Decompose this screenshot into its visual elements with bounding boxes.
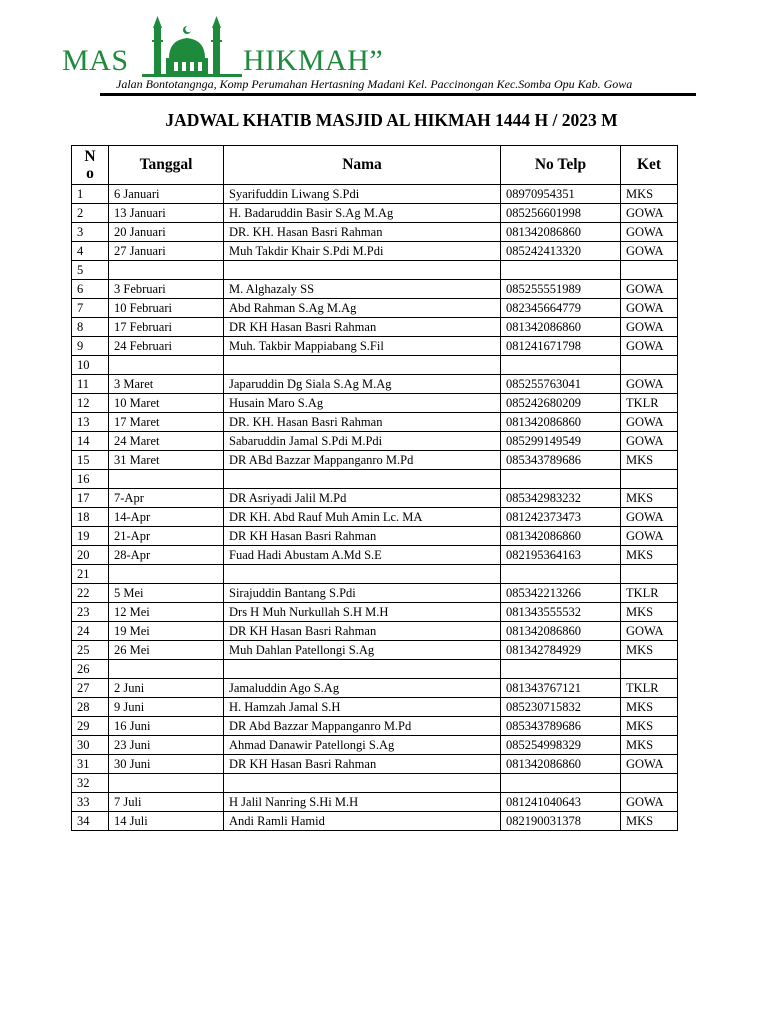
cell-tanggal: 14-Apr [109,508,224,527]
cell-ket: GOWA [621,413,678,432]
cell-tanggal: 14 Juli [109,812,224,831]
table-row [72,204,678,223]
cell-nama: Muh Dahlan Patellongi S.Ag [224,641,501,660]
cell-ket: MKS [621,603,678,622]
cell-nama: Sirajuddin Bantang S.Pdi [224,584,501,603]
cell-ket: MKS [621,717,678,736]
cell-no: 15 [72,451,109,470]
cell-telp [501,774,621,793]
cell-no: 25 [72,641,109,660]
cell-nama: DR. KH. Hasan Basri Rahman [224,223,501,242]
cell-nama: Sabaruddin Jamal S.Pdi M.Pdi [224,432,501,451]
cell-ket [621,660,678,679]
header-no-line2: o [86,165,94,182]
table-header-row [72,146,678,185]
cell-ket: GOWA [621,299,678,318]
cell-no: 17 [72,489,109,508]
cell-telp: 081342086860 [501,527,621,546]
cell-ket: GOWA [621,337,678,356]
cell-telp: 085343789686 [501,451,621,470]
cell-nama: DR KH. Abd Rauf Muh Amin Lc. MA [224,508,501,527]
cell-telp: 082195364163 [501,546,621,565]
cell-tanggal: 7 Juli [109,793,224,812]
cell-ket: MKS [621,185,678,204]
table-row [72,736,678,755]
cell-tanggal: 26 Mei [109,641,224,660]
cell-no: 19 [72,527,109,546]
cell-ket: GOWA [621,508,678,527]
cell-tanggal [109,261,224,280]
schedule-table [71,145,678,831]
cell-nama: Japaruddin Dg Siala S.Ag M.Ag [224,375,501,394]
cell-no: 26 [72,660,109,679]
table-row [72,527,678,546]
cell-telp: 082345664779 [501,299,621,318]
cell-telp: 085256601998 [501,204,621,223]
cell-ket: GOWA [621,755,678,774]
cell-no: 34 [72,812,109,831]
cell-tanggal: 19 Mei [109,622,224,641]
cell-telp: 085343789686 [501,717,621,736]
cell-tanggal: 17 Februari [109,318,224,337]
cell-no: 3 [72,223,109,242]
cell-ket [621,565,678,584]
table-row [72,470,678,489]
cell-no: 22 [72,584,109,603]
cell-ket [621,356,678,375]
cell-nama: Husain Maro S.Ag [224,394,501,413]
cell-tanggal: 24 Maret [109,432,224,451]
cell-telp: 081343767121 [501,679,621,698]
cell-no: 33 [72,793,109,812]
cell-tanggal [109,565,224,584]
table-row [72,337,678,356]
cell-nama: Ahmad Danawir Patellongi S.Ag [224,736,501,755]
table-row [72,603,678,622]
cell-ket: MKS [621,812,678,831]
cell-telp: 081342086860 [501,413,621,432]
header-no [72,146,109,185]
cell-nama: DR KH Hasan Basri Rahman [224,755,501,774]
cell-tanggal: 9 Juni [109,698,224,717]
cell-nama: Muh. Takbir Mappiabang S.Fil [224,337,501,356]
cell-tanggal: 10 Maret [109,394,224,413]
cell-no: 13 [72,413,109,432]
cell-ket: GOWA [621,280,678,299]
cell-telp: 085242680209 [501,394,621,413]
table-row [72,451,678,470]
logo-text-left: MAS [62,44,129,77]
cell-no: 8 [72,318,109,337]
cell-telp [501,356,621,375]
cell-ket: MKS [621,546,678,565]
cell-no: 20 [72,546,109,565]
cell-telp [501,660,621,679]
cell-nama: Andi Ramli Hamid [224,812,501,831]
cell-nama: Abd Rahman S.Ag M.Ag [224,299,501,318]
cell-no: 7 [72,299,109,318]
cell-tanggal: 6 Januari [109,185,224,204]
cell-tanggal [109,660,224,679]
header-no-line1: N [84,148,96,165]
cell-ket: GOWA [621,793,678,812]
cell-tanggal: 23 Juni [109,736,224,755]
cell-nama [224,774,501,793]
cell-tanggal: 3 Februari [109,280,224,299]
cell-nama [224,470,501,489]
cell-ket: MKS [621,489,678,508]
header-nama: Nama [224,146,501,185]
table-row [72,755,678,774]
cell-telp: 081343555532 [501,603,621,622]
cell-no: 4 [72,242,109,261]
table-row [72,812,678,831]
cell-telp: 081342086860 [501,755,621,774]
cell-nama: Fuad Hadi Abustam A.Md S.E [224,546,501,565]
cell-telp: 08970954351 [501,185,621,204]
header-ket: Ket [621,146,678,185]
table-row [72,261,678,280]
cell-no: 29 [72,717,109,736]
cell-telp: 085242413320 [501,242,621,261]
cell-nama [224,261,501,280]
cell-telp: 085342213266 [501,584,621,603]
cell-telp: 085230715832 [501,698,621,717]
table-row [72,185,678,204]
cell-nama: DR KH Hasan Basri Rahman [224,527,501,546]
cell-no: 10 [72,356,109,375]
table-row [72,299,678,318]
cell-no: 30 [72,736,109,755]
cell-ket [621,261,678,280]
address-line: Jalan Bontotangnga, Komp Perumahan Hertasning Madani Kel. Paccinongan Kec.Somba Opu Kab. Gowa [116,77,633,91]
cell-telp [501,470,621,489]
cell-telp: 081342086860 [501,223,621,242]
cell-telp: 081342086860 [501,622,621,641]
cell-tanggal: 27 Januari [109,242,224,261]
cell-ket: GOWA [621,318,678,337]
cell-telp: 081342784929 [501,641,621,660]
cell-telp: 081241040643 [501,793,621,812]
cell-nama: DR KH Hasan Basri Rahman [224,318,501,337]
cell-ket: MKS [621,698,678,717]
cell-nama: Drs H Muh Nurkullah S.H M.H [224,603,501,622]
cell-nama: M. Alghazaly SS [224,280,501,299]
cell-ket: MKS [621,641,678,660]
cell-tanggal: 17 Maret [109,413,224,432]
table-row [72,565,678,584]
cell-tanggal: 21-Apr [109,527,224,546]
cell-no: 23 [72,603,109,622]
cell-no: 24 [72,622,109,641]
cell-no: 11 [72,375,109,394]
cell-tanggal: 24 Februari [109,337,224,356]
cell-tanggal: 20 Januari [109,223,224,242]
cell-tanggal [109,774,224,793]
cell-ket: MKS [621,736,678,755]
cell-nama: H Jalil Nanring S.Hi M.H [224,793,501,812]
table-row [72,280,678,299]
cell-ket: GOWA [621,527,678,546]
cell-tanggal [109,470,224,489]
cell-telp [501,261,621,280]
logo-text-right: HIKMAH” [243,44,384,77]
table-row [72,394,678,413]
table-row [72,622,678,641]
table-row [72,774,678,793]
cell-telp: 081342086860 [501,318,621,337]
cell-nama: DR. KH. Hasan Basri Rahman [224,413,501,432]
cell-nama [224,356,501,375]
cell-tanggal: 2 Juni [109,679,224,698]
cell-telp: 081241671798 [501,337,621,356]
cell-no: 14 [72,432,109,451]
table-row [72,508,678,527]
cell-no: 6 [72,280,109,299]
cell-tanggal: 30 Juni [109,755,224,774]
cell-ket [621,470,678,489]
cell-nama: Jamaluddin Ago S.Ag [224,679,501,698]
cell-no: 16 [72,470,109,489]
cell-no: 2 [72,204,109,223]
cell-ket: GOWA [621,375,678,394]
cell-no: 21 [72,565,109,584]
mosque-logo-icon [142,14,242,78]
table-row [72,660,678,679]
cell-ket: GOWA [621,223,678,242]
cell-no: 32 [72,774,109,793]
page-title: JADWAL KHATIB MASJID AL HIKMAH 1444 H / 2023 M [165,110,618,130]
cell-no: 28 [72,698,109,717]
cell-tanggal: 16 Juni [109,717,224,736]
cell-nama: Syarifuddin Liwang S.Pdi [224,185,501,204]
header-tanggal: Tanggal [109,146,224,185]
cell-no: 27 [72,679,109,698]
cell-telp: 085254998329 [501,736,621,755]
cell-nama: DR Asriyadi Jalil M.Pd [224,489,501,508]
cell-nama: DR ABd Bazzar Mappanganro M.Pd [224,451,501,470]
cell-tanggal: 10 Februari [109,299,224,318]
cell-ket: GOWA [621,622,678,641]
header-telp: No Telp [501,146,621,185]
cell-tanggal: 12 Mei [109,603,224,622]
header-divider [100,93,696,96]
table-row [72,356,678,375]
cell-ket: MKS [621,451,678,470]
cell-ket: GOWA [621,432,678,451]
table-row [72,375,678,394]
table-row [72,413,678,432]
table-row [72,318,678,337]
cell-ket [621,774,678,793]
cell-nama: H. Badaruddin Basir S.Ag M.Ag [224,204,501,223]
table-row [72,698,678,717]
cell-no: 1 [72,185,109,204]
cell-ket: TKLR [621,679,678,698]
table-row [72,242,678,261]
table-row [72,584,678,603]
cell-nama [224,565,501,584]
cell-telp: 085299149549 [501,432,621,451]
cell-tanggal: 13 Januari [109,204,224,223]
table-row [72,223,678,242]
cell-ket: GOWA [621,204,678,223]
cell-telp: 081242373473 [501,508,621,527]
cell-nama: DR Abd Bazzar Mappanganro M.Pd [224,717,501,736]
cell-tanggal: 31 Maret [109,451,224,470]
table-row [72,546,678,565]
cell-tanggal: 28-Apr [109,546,224,565]
cell-nama: DR KH Hasan Basri Rahman [224,622,501,641]
table-row [72,679,678,698]
table-row [72,717,678,736]
table-row [72,432,678,451]
cell-ket: GOWA [621,242,678,261]
cell-tanggal: 5 Mei [109,584,224,603]
table-row [72,489,678,508]
cell-ket: TKLR [621,394,678,413]
cell-nama: H. Hamzah Jamal S.H [224,698,501,717]
cell-no: 5 [72,261,109,280]
cell-tanggal: 7-Apr [109,489,224,508]
cell-ket: TKLR [621,584,678,603]
table-body [72,185,678,831]
cell-nama: Muh Takdir Khair S.Pdi M.Pdi [224,242,501,261]
cell-telp [501,565,621,584]
cell-telp: 082190031378 [501,812,621,831]
cell-tanggal: 3 Maret [109,375,224,394]
cell-no: 18 [72,508,109,527]
table-row [72,793,678,812]
cell-telp: 085255763041 [501,375,621,394]
cell-no: 31 [72,755,109,774]
cell-tanggal [109,356,224,375]
cell-nama [224,660,501,679]
cell-telp: 085255551989 [501,280,621,299]
cell-telp: 085342983232 [501,489,621,508]
cell-no: 9 [72,337,109,356]
table-row [72,641,678,660]
cell-no: 12 [72,394,109,413]
